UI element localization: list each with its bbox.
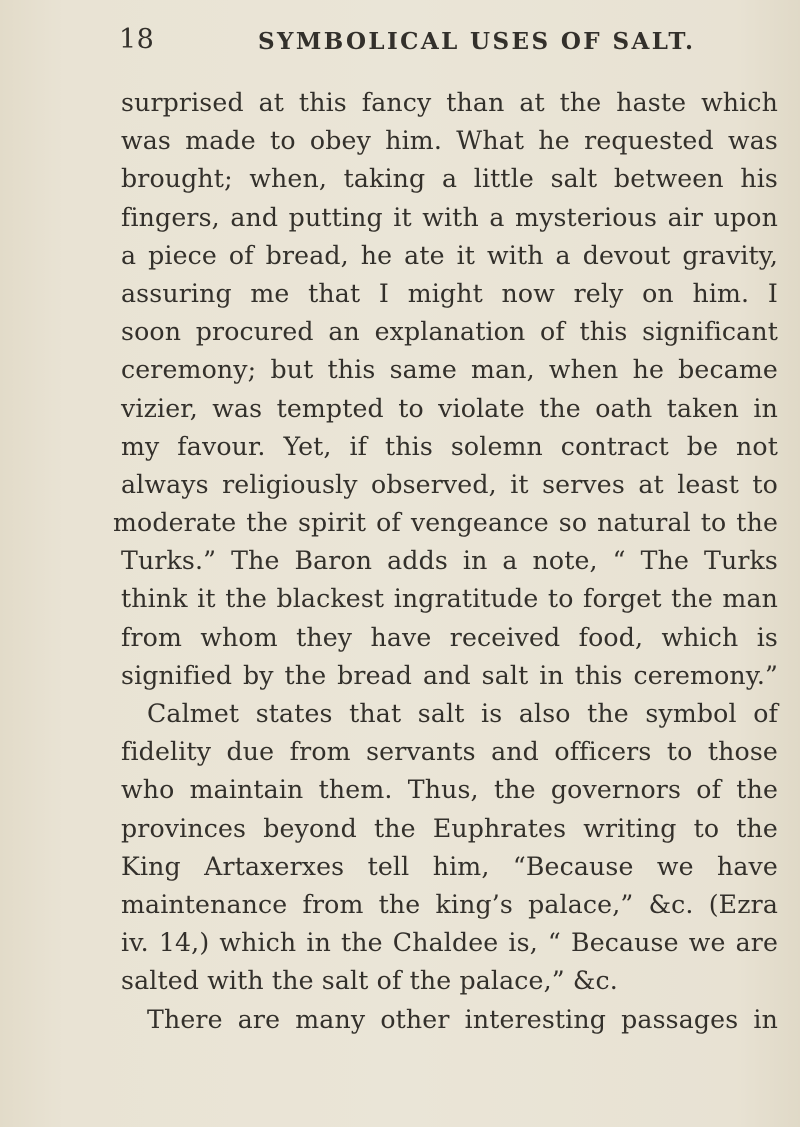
- text-line: who maintain them. Thus, the governors of the: [121, 775, 778, 805]
- text-line: surprised at this fancy than at the haste which: [121, 88, 778, 117]
- text-line: always religiously observed, it serves at least to: [121, 469, 778, 499]
- running-head: SYMBOLICAL USES OF SALT.: [258, 28, 696, 55]
- text-line: salted with the salt of the palace,” &c.: [121, 966, 618, 996]
- text-line: provinces beyond the Euphrates writing to the: [121, 813, 778, 843]
- text-line: moderate the spirit of vengeance so natural to the: [113, 508, 778, 538]
- text-line: iv. 14,) which in the Chaldee is, “ Because we are: [121, 928, 778, 958]
- text-line: maintenance from the king’s palace,” &c. (Ezra: [121, 889, 778, 919]
- text-line: Calmet states that salt is also the symbol of: [147, 699, 778, 728]
- text-line: Turks.” The Baron adds in a note, “ The Turks: [121, 546, 778, 576]
- text-line: brought; when, taking a little salt between his: [121, 164, 778, 194]
- text-line: vizier, was tempted to violate the oath taken in: [121, 393, 778, 423]
- text-line: assuring me that I might now rely on him. I: [121, 278, 778, 308]
- text-line: fidelity due from servants and officers to those: [121, 737, 778, 767]
- text-line: a piece of bread, he ate it with a devout gravity,: [121, 240, 778, 270]
- page-number: 18: [119, 24, 155, 55]
- text-line: There are many other interesting passages in: [147, 1004, 778, 1034]
- text-line: signified by the bread and salt in this ceremony.”: [121, 660, 778, 690]
- text-line: fingers, and putting it with a mysterious air upon: [121, 202, 778, 232]
- text-line: King Artaxerxes tell him, “Because we have: [121, 851, 778, 881]
- text-line: ceremony; but this same man, when he became: [121, 355, 778, 385]
- text-line: from whom they have received food, which is: [121, 622, 778, 652]
- text-line: my favour. Yet, if this solemn contract be not: [121, 431, 778, 461]
- text-line: think it the blackest ingratitude to forget the man: [121, 584, 778, 614]
- text-line: was made to obey him. What he requested was: [121, 126, 778, 156]
- body-text: [113, 84, 778, 1039]
- text-line: soon procured an explanation of this significant: [121, 317, 778, 347]
